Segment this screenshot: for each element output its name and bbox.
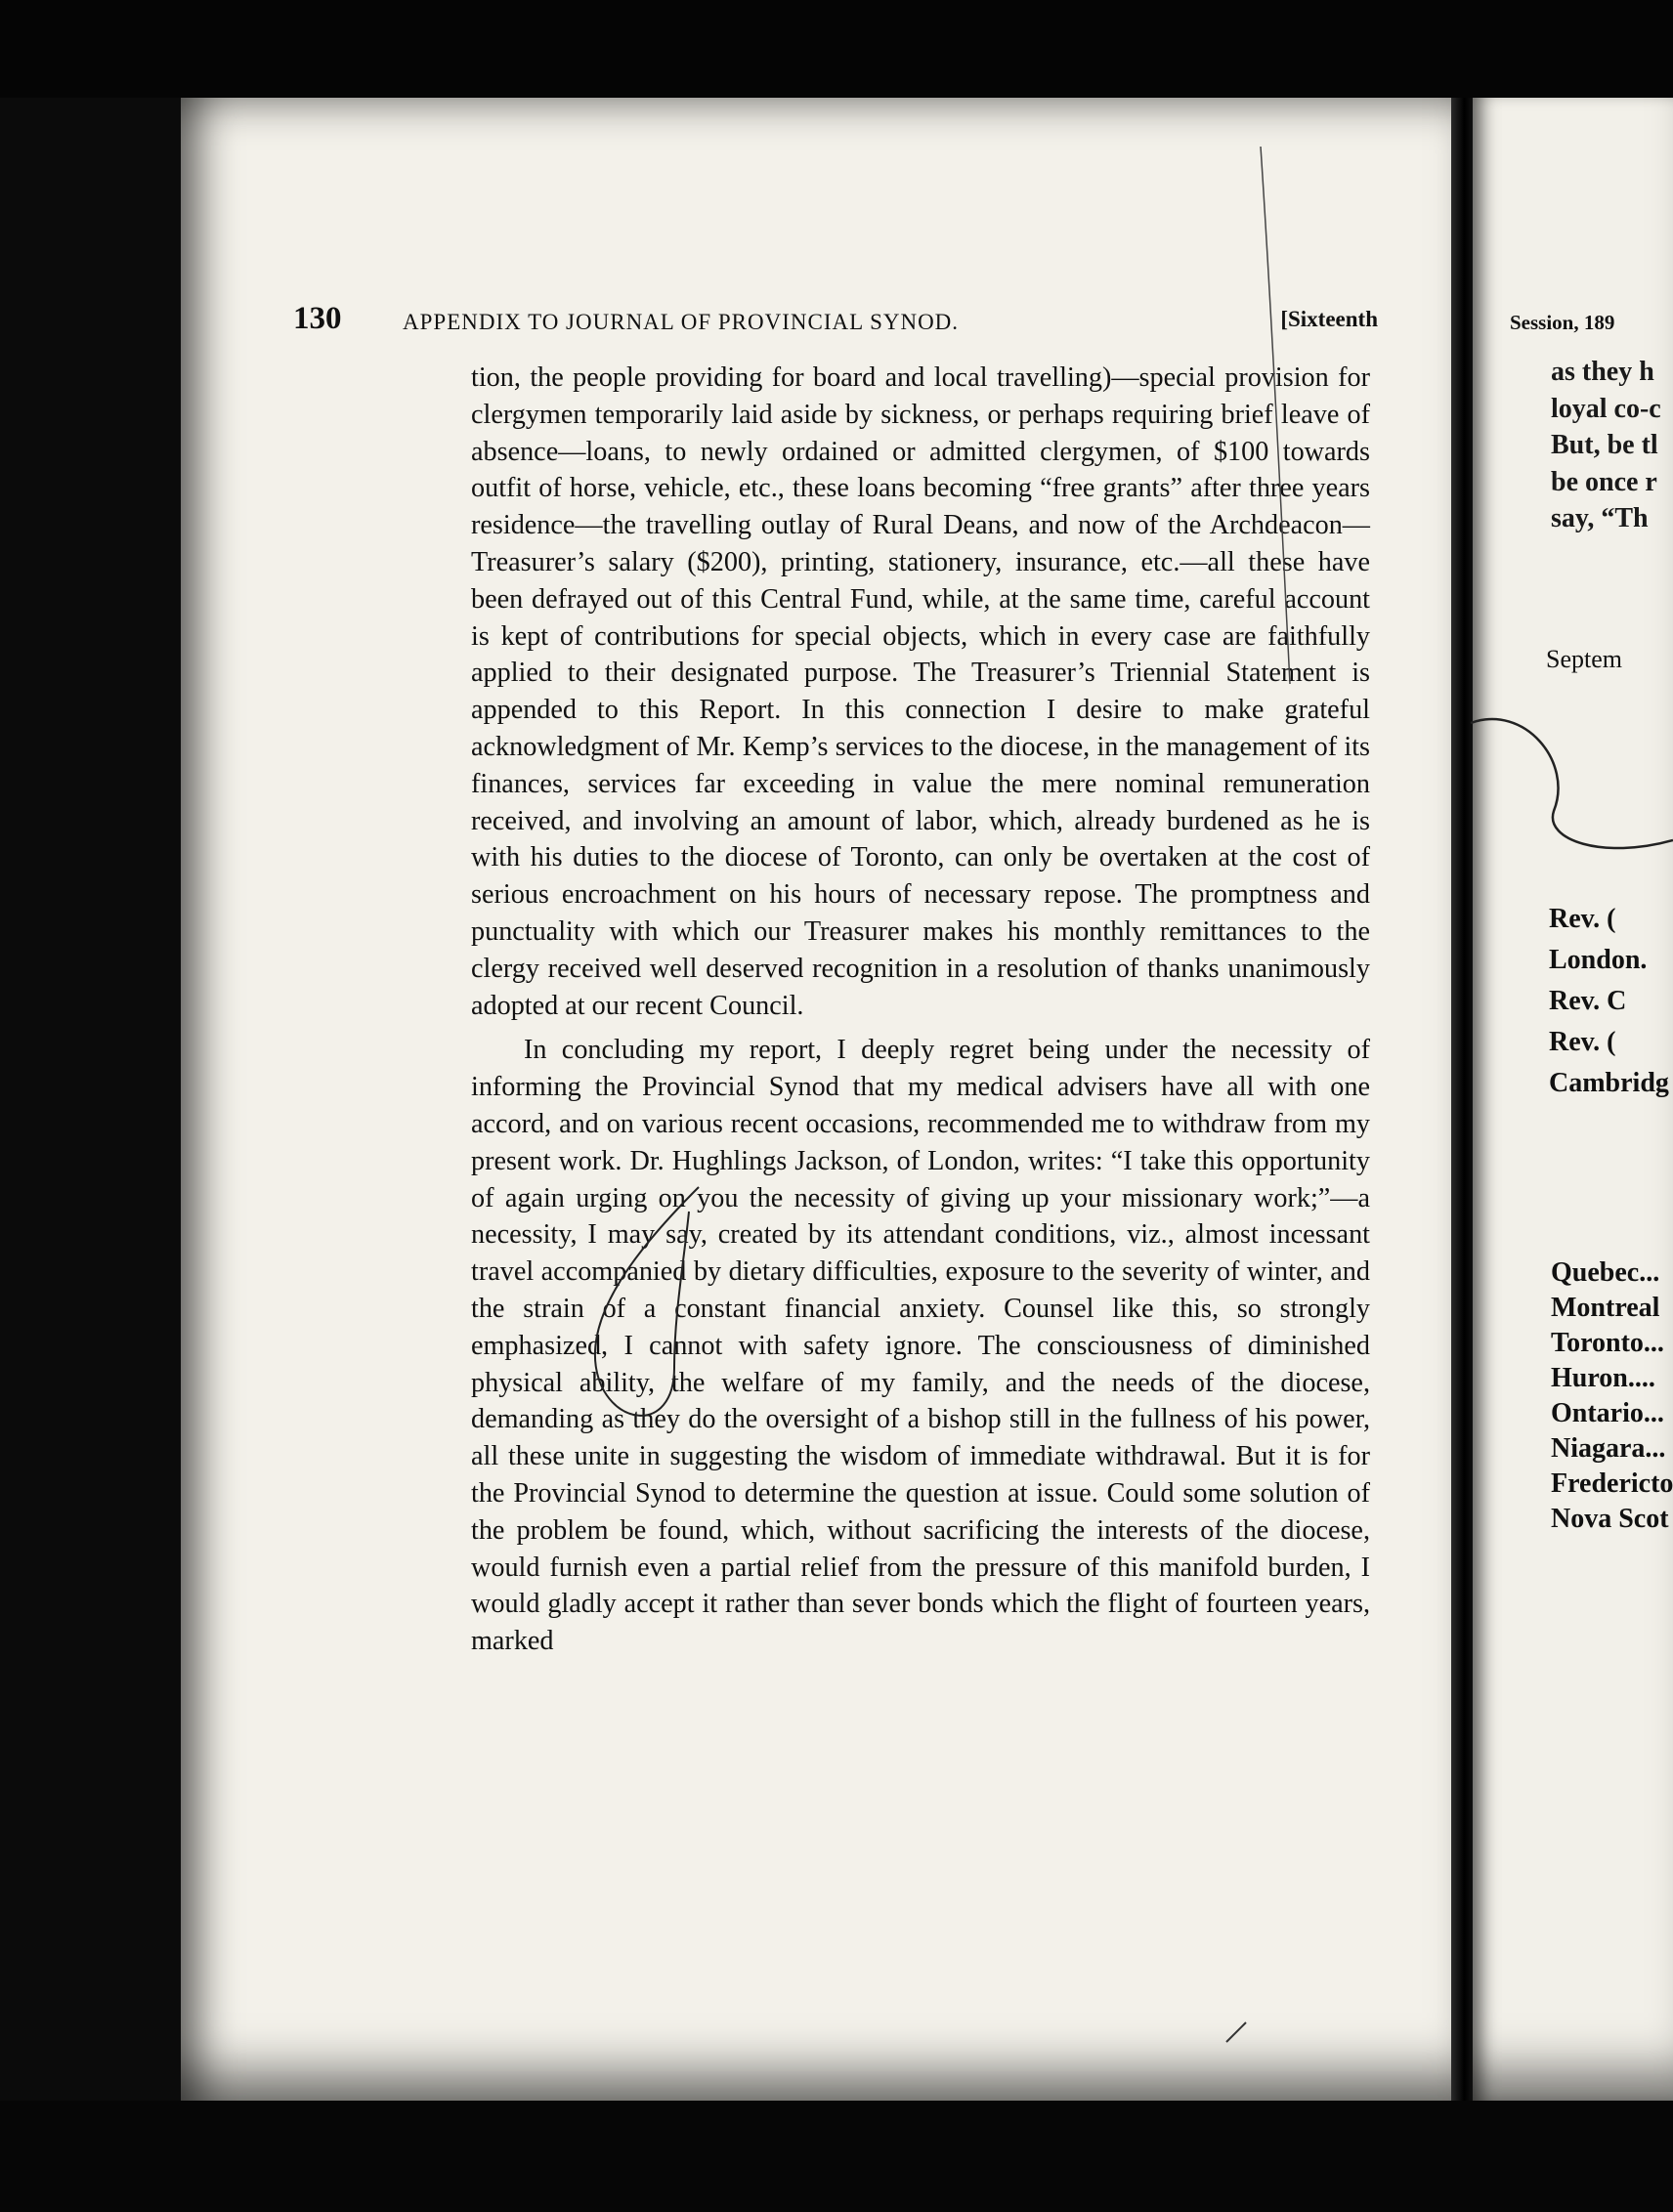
running-title: APPENDIX TO JOURNAL OF PROVINCIAL SYNOD. bbox=[403, 310, 960, 334]
right-line: loyal co-c bbox=[1551, 393, 1661, 424]
running-head bbox=[293, 301, 1378, 340]
diocese-line: Huron.... bbox=[1551, 1363, 1655, 1393]
scan-border-bottom bbox=[0, 2101, 1673, 2212]
rev-line: Rev. ( bbox=[1549, 904, 1616, 934]
right-line: But, be tl bbox=[1551, 430, 1658, 460]
right-page-rev-list bbox=[1549, 899, 1669, 1104]
page-number: 130 bbox=[293, 301, 342, 336]
body-text bbox=[471, 360, 1370, 1660]
diocese-line: Niagara... bbox=[1551, 1433, 1666, 1464]
diocese-line: Ontario... bbox=[1551, 1398, 1664, 1428]
right-page bbox=[1473, 98, 1673, 2101]
diocese-line: Nova Scot bbox=[1551, 1504, 1669, 1534]
diocese-line: Montreal bbox=[1551, 1293, 1660, 1323]
running-session: [Sixteenth bbox=[1280, 307, 1378, 331]
right-line: say, “Th bbox=[1551, 503, 1649, 533]
diocese-line: Toronto... bbox=[1551, 1328, 1664, 1358]
right-line: be once r bbox=[1551, 466, 1657, 497]
diocese-line: Fredericto bbox=[1551, 1468, 1673, 1499]
paragraph-conclusion: In concluding my report, I deeply regret being under the necessity of informing the Provincial Synod that my medical advisers have all with one accord, and on various recent occasions, recommended me to withdraw from my present work. Dr. Hughlings Jackson, of London, writes: “I take this opportunity of again urging on you the necessity of giving up your missionary work;”—a necessity, I may say, created by its attendant conditions, viz., almost incessant travel accompanied by dietary difficulties, exposure to the severity of winter, and the strain of a constant financial anxiety. Counsel like this, so strongly emphasized, I cannot with safety ignore. The consciousness of diminished physical ability, the welfare of my family, and the needs of the diocese, demanding as they do the oversight of a bishop still in the fullness of his power, all these unite in suggesting the wisdom of immediate withdrawal. But it is for the Provincial Synod to determine the question at issue. Could some solution of the problem be found, which, without sacrificing the interests of the diocese, would furnish even a partial relief from the pressure of this manifold burden, I would gladly accept it rather than sever bonds which the flight of fourteen years, marked bbox=[471, 1035, 1370, 1657]
right-line: as they h bbox=[1551, 357, 1654, 387]
rev-line: Rev. ( bbox=[1549, 1027, 1616, 1057]
paragraph-finances: tion, the people providing for board and local travelling)—special provision for clergymen temporarily laid aside by sickness, or perhaps requiring brief leave of absence—loans, to newly ordained or admitted clergymen, of $100 towards outfit of horse, vehicle, etc., these loans becoming “free grants” after three years residence—the travelling outlay of Rural Deans, and now of the Archdeacon—Treasurer’s salary ($200), printing, stationery, insurance, etc.—all these have been defrayed out of this Central Fund, while, at the same time, careful account is kept of contributions for special objects, which in every case are faithfully applied to their designated purpose. The Treasurer’s Triennial Statement is appended to this Report. In this connection I desire to make grateful acknowledgment of Mr. Kemp’s services to the diocese, in the management of its finances, services far exceeding in value the mere nominal remuneration received, and involving an amount of labor, which, already burdened as he is with his duties to the diocese of Toronto, can only be overtaken at the cost of serious encroachment on his hours of necessary repose. The promptness and punctuality with which our Treasurer makes his monthly remittances to the clergy received well deserved recognition in a resolution of thanks unanimously adopted at our recent Council. bbox=[471, 362, 1370, 1021]
right-page-running-head: Session, 189 bbox=[1510, 311, 1615, 334]
right-page-diocese-list bbox=[1551, 1255, 1673, 1537]
rev-line: London. bbox=[1549, 945, 1648, 975]
book-gutter bbox=[1451, 98, 1473, 2101]
rev-line: Cambridg bbox=[1549, 1068, 1669, 1098]
diocese-line: Quebec... bbox=[1551, 1257, 1660, 1288]
right-page-date-fragment: Septem bbox=[1546, 645, 1622, 673]
right-page-text-fragment bbox=[1551, 354, 1661, 537]
scan-border-top bbox=[0, 0, 1673, 98]
rev-line: Rev. C bbox=[1549, 986, 1627, 1016]
